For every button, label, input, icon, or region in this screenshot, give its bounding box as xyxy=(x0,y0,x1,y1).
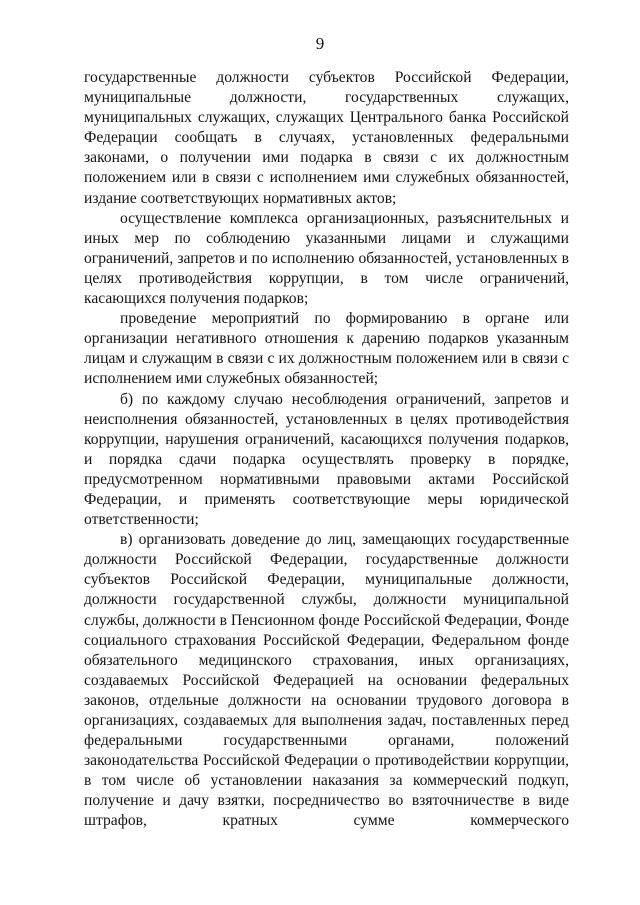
paragraph-continued: государственные должности субъектов Российской Федерации, муниципальные должности, государственных служащих, муниципальных служащих, служащих Центрального банка Российской Федерации сообщать в случаях, установленных федеральными законами, о получении ими подарка в связи с их должностным положением или в связи с исполнением ими служебных обязанностей, издание соответствующих нормативных актов; xyxy=(84,69,569,207)
page-number: 9 xyxy=(315,34,325,53)
paragraph: проведение мероприятий по формированию в органе или организации негативного отношения к дарению подарков указанным лицам и служащим в связи с их должностным положением или в связи с исполнением ими служебных обязанностей; xyxy=(84,310,569,388)
document-body xyxy=(84,68,569,832)
paragraph: осуществление комплекса организационных, разъяснительных и иных мер по соблюдению указанными лицами и служащими ограничений, запретов и по исполнению обязанностей, установленных в целях противодействия коррупции, в том числе ограничений, касающихся получения подарков; xyxy=(84,209,569,308)
paragraph: б) по каждому случаю несоблюдения ограничений, запретов и неисполнения обязанностей, установленных в целях противодействия коррупции, нарушения ограничений, касающихся получения подарков, и порядка сдачи подарка осуществлять проверку в порядке, предусмотренном нормативными правовыми актами Российской Федерации, и применять соответствующие меры юридической ответственности; xyxy=(84,390,569,529)
paragraph: в) организовать доведение до лиц, замещающих государственные должности Российской Федерации, государственные должности субъектов Российской Федерации, муниципальные должности, должности государственной службы, должности муниципальной службы, должности в Пенсионном фонде Российской Федерации, Фонде социального страхования Российской Федерации, Федеральном фонде обязательного медицинского страхования, иных организациях, создаваемых Российской Федерацией на основании федеральных законов, отдельные должности на основании трудового договора в организациях, создаваемых для выполнения задач, поставленных перед федеральными государственными органами, положений законодательства Российской Федерации о противодействии коррупции, в том числе об установлении наказания за коммерческий подкуп, получение и дачу взятки, посредничество во взяточничестве в виде штрафов, кратных сумме коммерческого xyxy=(84,531,569,830)
